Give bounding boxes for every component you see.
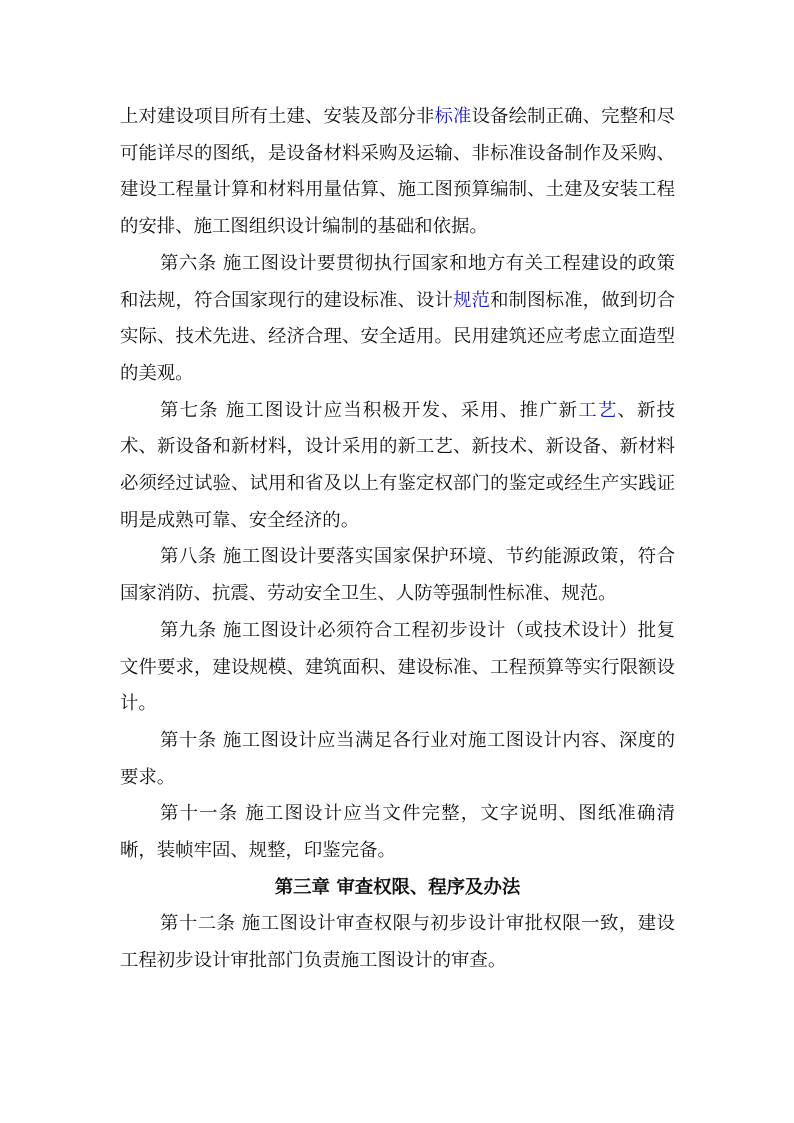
- link-specification[interactable]: 规范: [453, 289, 491, 311]
- intro-text-1: 上对建设项目所有土建、安装及部分非: [120, 106, 435, 127]
- article-12: 第十二条 施工图设计审查权限与初步设计审批权限一致，建设工程初步设计审批部门负责施工图设计的审查。: [120, 913, 675, 972]
- intro-text-2: 设备绘制正确、完整和尽可能详尽的图纸，是设备材料采购及运输、非标准设备制作及采购、建设工程量计算和材料用量估算、施工图预算编制、土建及安装工程的安排、施工图组织设计编制的基础和依据。: [120, 106, 675, 238]
- article-7: [120, 393, 675, 540]
- link-process[interactable]: 工艺: [578, 399, 618, 421]
- link-standard[interactable]: 标准: [434, 106, 472, 127]
- intro-paragraph: [120, 99, 675, 246]
- article-10: 第十条 施工图设计应当满足各行业对施工图设计内容、深度的要求。: [120, 729, 675, 788]
- document-body: [120, 99, 675, 980]
- article-11: 第十一条 施工图设计应当文件完整，文字说明、图纸准确清晰，装帧牢固、规整，印鉴完备。: [120, 803, 675, 862]
- article-6-text-1: 第六条 施工图设计要贯彻执行国家和地方有关工程建设的政策和法规，符合国家现行的建设标准、设计: [120, 252, 675, 311]
- article-6-text-2: 和制图标准，做到切合实际、技术先进、经济合理、安全适用。民用建筑还应考虑立面造型的美观。: [120, 289, 675, 384]
- chapter-3-heading: 第三章 审查权限、程序及办法: [274, 876, 521, 898]
- article-7-text-1: 第七条 施工图设计应当积极开发、采用、推广新: [160, 399, 579, 421]
- article-9: 第九条 施工图设计必须符合工程初步设计（或技术设计）批复文件要求，建设规模、建筑面积、建设标准、工程预算等实行限额设计。: [120, 619, 675, 715]
- article-7-text-2: 、新技术、新设备和新材料，设计采用的新工艺、新技术、新设备、新材料必须经过试验、试用和省及以上有鉴定权部门的鉴定或经生产实践证明是成熟可靠、安全经济的。: [120, 399, 675, 531]
- article-8: 第八条 施工图设计要落实国家保护环境、节约能源政策，符合国家消防、抗震、劳动安全卫生、人防等强制性标准、规范。: [120, 546, 675, 605]
- article-6: [120, 246, 675, 393]
